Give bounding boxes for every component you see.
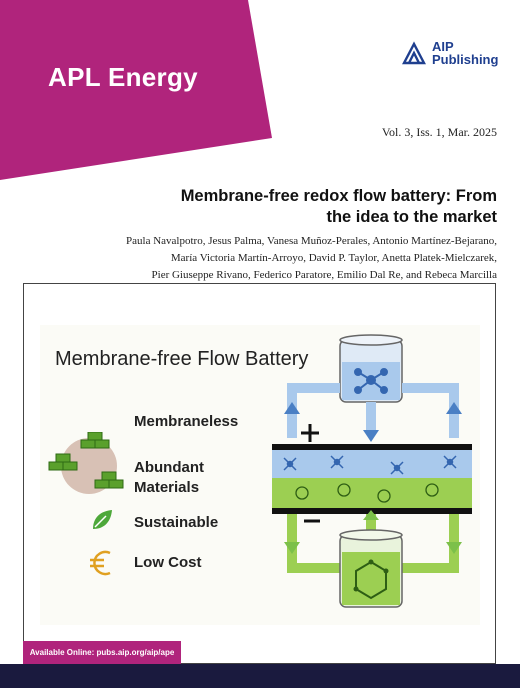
euro-icon bbox=[88, 548, 114, 578]
publisher-name-line1: AIP bbox=[432, 39, 454, 54]
author-list bbox=[27, 233, 497, 284]
publisher-logo[interactable] bbox=[402, 40, 498, 66]
feature-membraneless: Membraneless bbox=[134, 413, 239, 430]
plus-sign bbox=[306, 422, 307, 441]
arrow-icon bbox=[446, 402, 462, 414]
volume-info: Vol. 3, Iss. 1, Mar. 2025 bbox=[381, 125, 497, 139]
aip-logo-icon bbox=[402, 41, 426, 65]
flow-battery-diagram bbox=[262, 330, 477, 620]
negolyte-tank-icon bbox=[340, 530, 402, 607]
author-line: Pier Giuseppe Rivano, Federico Paratore, Emilio Dal Re, and Rebeca Marcilla bbox=[151, 269, 497, 281]
arrow-icon bbox=[284, 402, 300, 414]
available-online-link[interactable]: Available Online: pubs.aip.org/aip/ape bbox=[23, 641, 181, 664]
publisher-name-line2: Publishing bbox=[432, 52, 499, 67]
posolyte-tank-icon bbox=[340, 335, 402, 402]
feature-abundant: Abundant bbox=[134, 459, 204, 476]
article-title bbox=[137, 186, 497, 228]
arrow-icon bbox=[284, 542, 300, 554]
article-title-line2: the idea to the market bbox=[326, 208, 497, 226]
graphical-abstract-title: Membrane-free Flow Battery bbox=[55, 348, 309, 370]
feature-low-cost: Low Cost bbox=[134, 554, 202, 571]
journal-title: APL Energy bbox=[48, 62, 198, 92]
gold-bars-icon bbox=[45, 432, 133, 496]
bottom-bar bbox=[0, 664, 520, 688]
feature-sustainable: Sustainable bbox=[134, 514, 219, 531]
arrow-icon bbox=[363, 430, 379, 442]
author-line: María Victoria Martín-Arroyo, David P. Taylor, Anetta Platek-Mielczarek, bbox=[170, 252, 497, 264]
journal-banner bbox=[0, 0, 520, 190]
article-title-line1: Membrane-free redox flow battery: From bbox=[180, 187, 497, 205]
feature-materials: Materials bbox=[134, 479, 200, 496]
arrow-icon bbox=[446, 542, 462, 554]
author-line: Paula Navalpotro, Jesus Palma, Vanesa Muñoz-Perales, Antonio Martínez-Bejarano, bbox=[126, 235, 497, 247]
leaf-icon bbox=[90, 508, 114, 532]
minus-sign bbox=[304, 512, 305, 531]
